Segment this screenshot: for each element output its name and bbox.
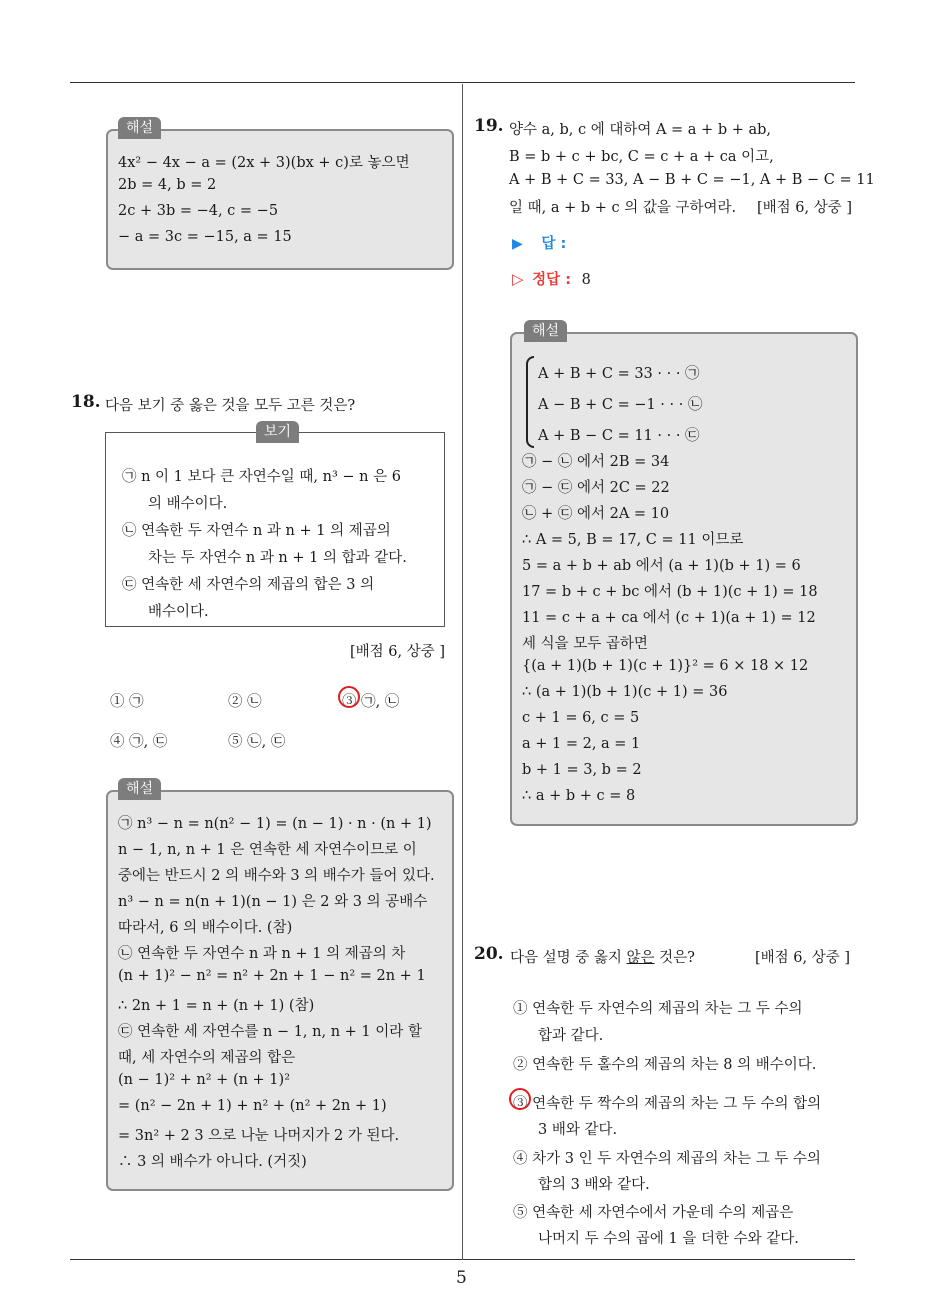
solution-19-box bbox=[510, 323, 858, 826]
solution-line: 세 식을 모두 곱하면 bbox=[522, 636, 648, 652]
solution-line: ㉡ 연속한 두 자연수 n 과 n + 1 의 제곱의 차 bbox=[118, 946, 406, 962]
q20-choice-1[interactable]: ① 연속한 두 자연수의 제곱의 차는 그 두 수의 bbox=[513, 1001, 803, 1017]
choice-4[interactable]: ④ ㉠, ㉢ bbox=[110, 734, 168, 750]
correct-value: 8 bbox=[581, 272, 591, 288]
question-19-line: 일 때, a + b + c 의 값을 구하여라. bbox=[509, 200, 737, 216]
system-brace bbox=[526, 356, 534, 448]
choice-2[interactable]: ② ㉡ bbox=[228, 694, 262, 710]
bogi-line: 의 배수이다. bbox=[148, 496, 228, 512]
solution-line: 11 = c + a + ca 에서 (c + 1)(a + 1) = 12 bbox=[522, 610, 816, 626]
choice-5[interactable]: ⑤ ㉡, ㉢ bbox=[228, 734, 286, 750]
solution-line: b + 1 = 3, b = 2 bbox=[522, 762, 642, 778]
solution-17-box bbox=[106, 120, 454, 270]
question-20-text: 다음 설명 중 옳지 않은 것은? bbox=[510, 950, 695, 966]
solution-tag: 해설 bbox=[524, 320, 567, 342]
question-19-line: B = b + c + bc, C = c + a + ca 이고, bbox=[509, 149, 774, 165]
solution-line: 4x² − 4x − a = (2x + 3)(bx + c)로 놓으면 bbox=[118, 155, 410, 171]
choice-3[interactable]: ③ ㉠, ㉡ bbox=[342, 694, 400, 710]
solution-line: ∴ A = 5, B = 17, C = 11 이므로 bbox=[522, 532, 744, 548]
q20-choice-1-cont: 합과 같다. bbox=[538, 1028, 604, 1044]
solution-line: 2b = 4, b = 2 bbox=[118, 177, 217, 193]
bogi-line: 배수이다. bbox=[148, 604, 209, 620]
question-20-score: [배점 6, 상중 ] bbox=[755, 950, 851, 966]
underlined-word: 않은 bbox=[626, 950, 655, 966]
question-19-number: 19. bbox=[474, 116, 504, 136]
solution-line: ∴ (a + 1)(b + 1)(c + 1) = 36 bbox=[522, 684, 728, 700]
solution-tag: 해설 bbox=[118, 117, 161, 139]
solution-line: ㉠ − ㉢ 에서 2C = 22 bbox=[522, 480, 670, 496]
bogi-tag: 보기 bbox=[256, 421, 299, 443]
column-divider bbox=[462, 84, 463, 1260]
question-19-score: [배점 6, 상중 ] bbox=[757, 200, 853, 216]
q20-choice-4[interactable]: ④ 차가 3 인 두 자연수의 제곱의 차는 그 두 수의 bbox=[513, 1151, 821, 1167]
solution-line: ㉡ + ㉢ 에서 2A = 10 bbox=[522, 506, 670, 522]
solution-line: ∴ a + b + c = 8 bbox=[522, 788, 636, 804]
solution-line: (n + 1)² − n² = n² + 2n + 1 − n² = 2n + 1 bbox=[118, 968, 426, 984]
bogi-box bbox=[105, 424, 445, 627]
question-20-number: 20. bbox=[474, 944, 504, 964]
solution-tag: 해설 bbox=[118, 778, 161, 800]
question-19-line: A + B + C = 33, A − B + C = −1, A + B − C = 11 bbox=[509, 172, 875, 188]
solution-line: c + 1 = 6, c = 5 bbox=[522, 710, 640, 726]
solution-line: 2c + 3b = −4, c = −5 bbox=[118, 203, 279, 219]
solution-line: ∴ 2n + 1 = n + (n + 1) (참) bbox=[118, 998, 315, 1014]
play-arrow-icon: ▶ bbox=[512, 236, 523, 252]
answer-row bbox=[512, 232, 566, 253]
solution-line: (n − 1)² + n² + (n + 1)² bbox=[118, 1072, 291, 1088]
solution-line: − a = 3c = −15, a = 15 bbox=[118, 229, 292, 245]
solution-line: 17 = b + c + bc 에서 (b + 1)(c + 1) = 18 bbox=[522, 584, 818, 600]
selected-answer-mark bbox=[509, 1088, 531, 1110]
q20-choice-5[interactable]: ⑤ 연속한 세 자연수에서 가운데 수의 제곱은 bbox=[513, 1205, 794, 1221]
q20-choice-5-cont: 나머지 두 수의 곱에 1 을 더한 수와 같다. bbox=[538, 1231, 799, 1247]
system-equation: A + B + C = 33 · · · ㉠ bbox=[538, 366, 700, 382]
solution-line: 따라서, 6 의 배수이다. (참) bbox=[118, 920, 293, 936]
solution-line: ㉢ 연속한 세 자연수를 n − 1, n, n + 1 이라 할 bbox=[118, 1024, 422, 1040]
solution-line: ∴ 3 의 배수가 아니다. (거짓) bbox=[118, 1154, 307, 1170]
bogi-line: ㉡ 연속한 두 자연수 n 과 n + 1 의 제곱의 bbox=[122, 523, 391, 539]
solution-line: ㉠ − ㉡ 에서 2B = 34 bbox=[522, 454, 670, 470]
question-19-line: 양수 a, b, c 에 대하여 A = a + b + ab, bbox=[509, 122, 771, 138]
solution-line: 때, 세 자연수의 제곱의 합은 bbox=[118, 1050, 296, 1066]
q20-choice-2[interactable]: ② 연속한 두 홀수의 제곱의 차는 8 의 배수이다. bbox=[513, 1057, 817, 1073]
bogi-line: ㉢ 연속한 세 자연수의 제곱의 합은 3 의 bbox=[122, 577, 375, 593]
solution-line: = 3n² + 2 3 으로 나눈 나머지가 2 가 된다. bbox=[118, 1128, 400, 1144]
solution-line: n − 1, n, n + 1 은 연속한 세 자연수이므로 이 bbox=[118, 842, 417, 858]
system-equation: A + B − C = 11 · · · ㉢ bbox=[538, 428, 700, 444]
question-18-number: 18. bbox=[71, 392, 101, 412]
system-equation: A − B + C = −1 · · · ㉡ bbox=[538, 397, 703, 413]
answer-label: 답 : bbox=[541, 236, 567, 252]
solution-line: n³ − n = n(n + 1)(n − 1) 은 2 와 3 의 공배수 bbox=[118, 894, 428, 910]
selected-answer-mark bbox=[338, 686, 360, 708]
solution-line: {(a + 1)(b + 1)(c + 1)}² = 6 × 18 × 12 bbox=[522, 658, 809, 674]
solution-line: = (n² − 2n + 1) + n² + (n² + 2n + 1) bbox=[118, 1098, 387, 1114]
correct-answer-row bbox=[512, 268, 591, 289]
page-number: 5 bbox=[456, 1268, 467, 1288]
solution-line: ㉠ n³ − n = n(n² − 1) = (n − 1) · n · (n + 1) bbox=[118, 816, 432, 832]
solution-line: a + 1 = 2, a = 1 bbox=[522, 736, 641, 752]
question-18-text: 다음 보기 중 옳은 것을 모두 고른 것은? bbox=[105, 398, 356, 414]
q20-choice-4-cont: 합의 3 배와 같다. bbox=[538, 1177, 650, 1193]
outline-arrow-icon: ▷ bbox=[512, 270, 524, 288]
q20-choice-3-cont: 3 배와 같다. bbox=[538, 1122, 618, 1138]
solution-line: 5 = a + b + ab 에서 (a + 1)(b + 1) = 6 bbox=[522, 558, 801, 574]
bogi-line: ㉠ n 이 1 보다 큰 자연수일 때, n³ − n 은 6 bbox=[122, 469, 401, 485]
solution-18-box bbox=[106, 781, 454, 1191]
top-rule bbox=[70, 82, 855, 83]
q20-choice-3[interactable]: ③ 연속한 두 짝수의 제곱의 차는 그 두 수의 합의 bbox=[513, 1096, 822, 1112]
choice-1[interactable]: ① ㉠ bbox=[110, 694, 144, 710]
bogi-line: 차는 두 자연수 n 과 n + 1 의 합과 같다. bbox=[148, 550, 407, 566]
correct-label: 정답 : bbox=[532, 272, 572, 288]
solution-line: 중에는 반드시 2 의 배수와 3 의 배수가 들어 있다. bbox=[118, 868, 435, 884]
question-18-score: [배점 6, 상중 ] bbox=[350, 644, 446, 660]
